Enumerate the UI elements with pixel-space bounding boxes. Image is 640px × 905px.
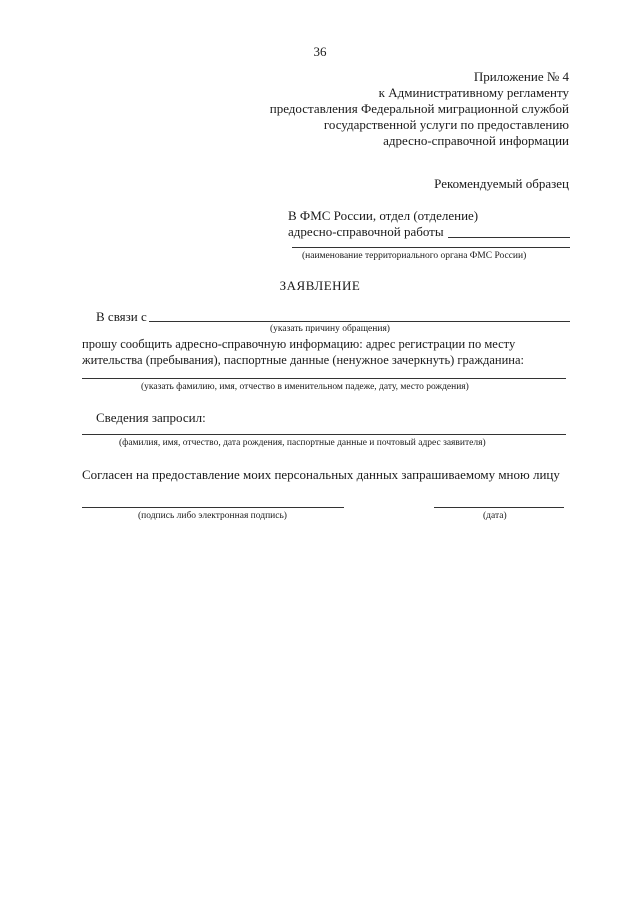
consent-statement: Согласен на предоставление моих персональных данных запрашиваемому мною лицу <box>82 467 560 482</box>
reason-prefix: В связи с <box>96 309 147 324</box>
citizen-caption: (указать фамилию, имя, отчество в именительном падеже, дату, место рождения) <box>141 382 469 392</box>
requester-caption: (фамилия, имя, отчество, дата рождения, паспортные данные и почтовый адрес заявителя) <box>119 438 486 448</box>
addressee-fill-line <box>292 247 570 248</box>
appendix-line: государственной услуги по предоставлению <box>323 117 569 132</box>
requester-fill-line <box>82 434 566 435</box>
appendix-title: Приложение № 4 <box>473 69 569 84</box>
request-line: прошу сообщить адресно-справочную информацию: адрес регистрации по месту <box>82 337 516 351</box>
appendix-line: предоставления Федеральной миграционной службой <box>269 101 569 116</box>
reason-fill-line <box>149 321 570 322</box>
reason-caption: (указать причину обращения) <box>270 324 390 334</box>
signature-caption: (подпись либо электронная подпись) <box>138 511 287 521</box>
addressee-line: В ФМС России, отдел (отделение) <box>288 208 479 223</box>
document-title: ЗАЯВЛЕНИЕ <box>279 278 361 293</box>
appendix-line: к Административному регламенту <box>378 85 569 100</box>
appendix-line: адресно-справочной информации <box>383 133 569 148</box>
signature-fill-line <box>82 507 344 508</box>
date-caption: (дата) <box>483 511 507 521</box>
addressee-line: адресно-справочной работы <box>288 224 444 239</box>
addressee-caption: (наименование территориального органа ФМС России) <box>302 251 527 261</box>
date-fill-line <box>434 507 564 508</box>
recommended-sample-label: Рекомендуемый образец <box>434 176 569 191</box>
addressee-fill-line <box>448 237 570 238</box>
requester-label: Сведения запросил: <box>96 410 206 425</box>
page-number: 36 <box>313 44 327 59</box>
citizen-fill-line <box>82 378 566 379</box>
request-line: жительства (пребывания), паспортные данные (ненужное зачеркнуть) гражданина: <box>82 353 524 367</box>
